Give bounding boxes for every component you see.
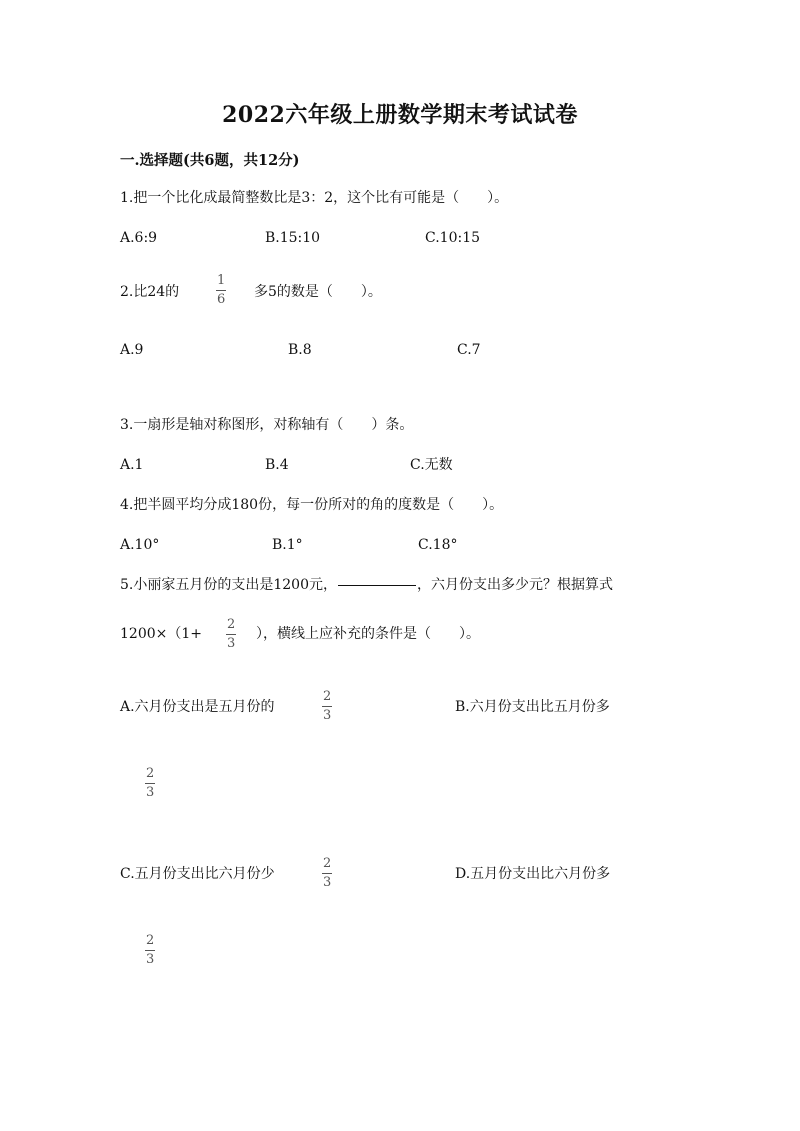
question-4-option-c: C.18° bbox=[418, 537, 458, 553]
fraction-numerator: 2 bbox=[146, 933, 155, 948]
question-3-text: 3.一扇形是轴对称图形，对称轴有（ ）条。 bbox=[120, 417, 414, 433]
fraction-numerator: 1 bbox=[217, 273, 226, 288]
question-5-option-a-fraction bbox=[322, 690, 332, 723]
question-3-option-a: A.1 bbox=[120, 457, 144, 473]
question-1-option-c: C.10:15 bbox=[425, 230, 481, 246]
question-5-option-c: C.五月份支出比六月份少 bbox=[120, 866, 275, 882]
question-3-option-c: C.无数 bbox=[410, 457, 453, 473]
answer-blank bbox=[338, 585, 416, 586]
fraction-denominator: 3 bbox=[323, 708, 332, 723]
question-5-option-a: A.六月份支出是五月份的 bbox=[120, 699, 275, 715]
question-5-option-c-fraction bbox=[322, 857, 332, 890]
question-5-option-b: B.六月份支出比五月份多 bbox=[455, 699, 610, 715]
fraction-numerator: 2 bbox=[146, 766, 155, 781]
question-2-option-b: B.8 bbox=[288, 342, 312, 358]
question-1-option-b: B.15:10 bbox=[265, 230, 321, 246]
question-5-option-d: D.五月份支出比六月份多 bbox=[455, 866, 611, 882]
fraction-bar bbox=[226, 634, 236, 635]
question-2-suffix: 多5的数是（ ）。 bbox=[254, 284, 382, 300]
question-4-option-b: B.1° bbox=[272, 537, 303, 553]
fraction-numerator: 2 bbox=[227, 617, 236, 632]
question-4-text: 4.把半圆平均分成180份，每一份所对的角的度数是（ ）。 bbox=[120, 497, 504, 513]
question-1-text: 1.把一个比化成最简整数比是3：2，这个比有可能是（ ）。 bbox=[120, 190, 509, 206]
question-5-formula-start: 1200×（1+ bbox=[120, 626, 202, 642]
fraction-denominator: 3 bbox=[323, 875, 332, 890]
fraction-bar bbox=[322, 873, 332, 874]
fraction-numerator: 2 bbox=[323, 689, 332, 704]
section-heading: 一.选择题(共6题，共12分) bbox=[120, 152, 300, 169]
question-2-option-a: A.9 bbox=[120, 342, 144, 358]
fraction-bar bbox=[216, 290, 226, 291]
question-4-option-a: A.10° bbox=[120, 537, 160, 553]
question-5-line-1-end: ，六月份支出多少元？根据算式 bbox=[417, 577, 613, 593]
fraction-denominator: 3 bbox=[227, 636, 236, 651]
question-2-fraction bbox=[216, 274, 226, 307]
fraction-bar bbox=[322, 706, 332, 707]
question-5-option-d-fraction bbox=[145, 934, 155, 967]
question-2-option-c: C.7 bbox=[457, 342, 481, 358]
question-5-formula-fraction bbox=[226, 618, 236, 651]
page-title: 2022六年级上册数学期末考试试卷 bbox=[222, 102, 578, 128]
fraction-denominator: 3 bbox=[146, 952, 155, 967]
question-5-line-1 bbox=[120, 575, 613, 595]
question-5-line-1-start: 5.小丽家五月份的支出是1200元， bbox=[120, 577, 337, 593]
question-3-option-b: B.4 bbox=[265, 457, 289, 473]
fraction-bar bbox=[145, 783, 155, 784]
question-1-option-a: A.6:9 bbox=[120, 230, 158, 246]
fraction-bar bbox=[145, 950, 155, 951]
question-2-prefix: 2.比24的 bbox=[120, 284, 180, 300]
question-5-option-b-fraction bbox=[145, 767, 155, 800]
fraction-denominator: 6 bbox=[217, 292, 226, 307]
fraction-denominator: 3 bbox=[146, 785, 155, 800]
fraction-numerator: 2 bbox=[323, 856, 332, 871]
question-5-formula-end: ），横线上应补充的条件是（ ）。 bbox=[256, 626, 480, 642]
